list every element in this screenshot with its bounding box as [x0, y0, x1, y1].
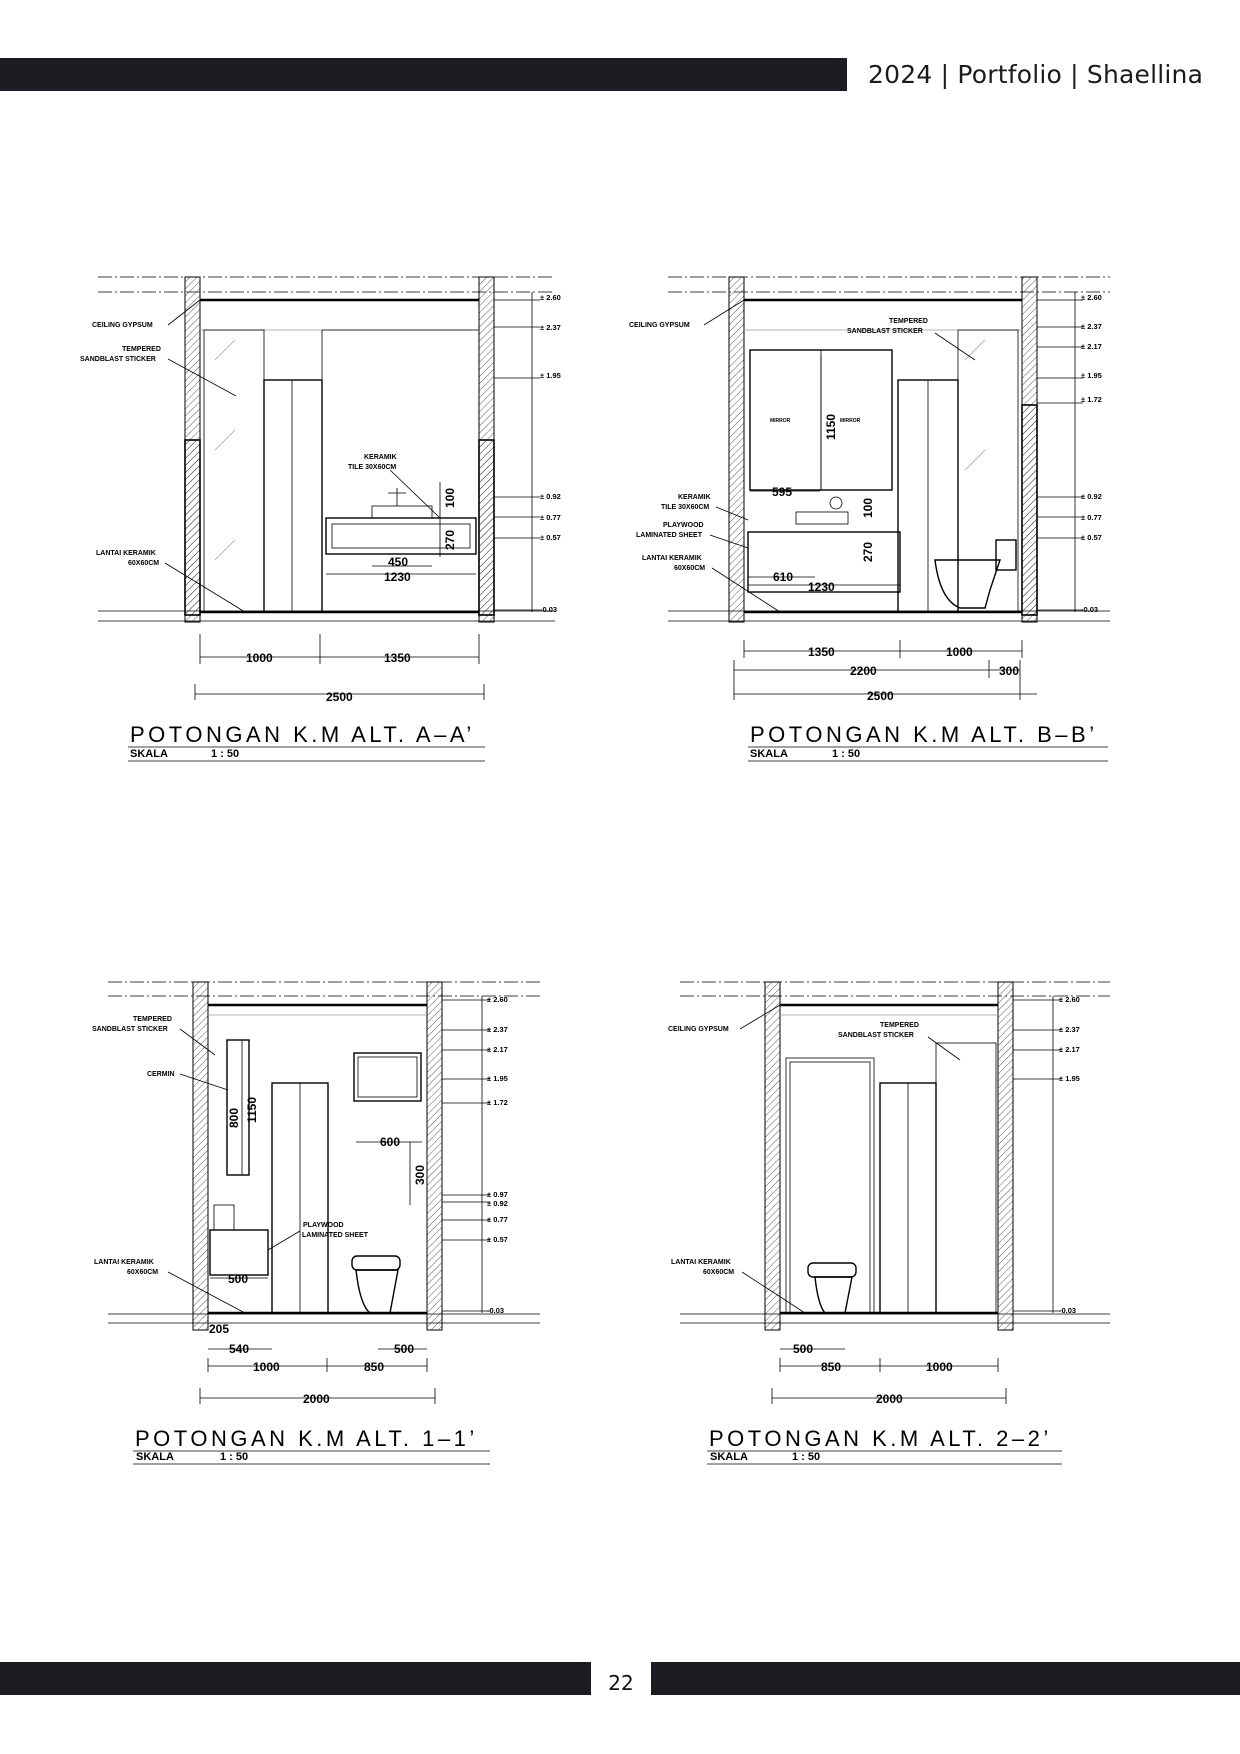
label-keramik-b-1: KERAMIK: [678, 494, 711, 501]
label-ceiling-b: CEILING GYPSUM: [629, 322, 690, 329]
scale-value-2: 1 : 50: [792, 1451, 821, 1463]
elevation-b-4: ± 1.95: [1081, 371, 1102, 380]
dim-b-10: 300: [999, 664, 1020, 678]
drawing-title-a: POTONGAN K.M ALT. A–A’: [130, 722, 475, 747]
elevation-1-4: ± 1.95: [487, 1074, 508, 1083]
dim-1-4: 300: [413, 1164, 427, 1185]
elevation-b-2: ± 2.37: [1081, 322, 1102, 331]
page-number: 22: [608, 1671, 634, 1695]
label-lantai-b-1: LANTAI KERAMIK: [642, 555, 702, 562]
elevation-1-10: -0.03: [487, 1306, 505, 1315]
elevation-b-3: ± 2.17: [1081, 342, 1102, 351]
dim-1-1: 800: [227, 1107, 241, 1128]
elevation-1-1: ± 2.60: [487, 995, 508, 1004]
dim-b-8: 1000: [946, 645, 973, 659]
dim-b-1: 1150: [824, 413, 838, 440]
scale-value-a: 1 : 50: [211, 748, 240, 760]
label-keramik-a-1: KERAMIK: [364, 454, 397, 461]
elevation-a-2: ± 2.37: [540, 323, 561, 332]
elevation-b-7: ± 0.77: [1081, 513, 1102, 522]
dim-1-11: 2000: [303, 1392, 330, 1406]
elevation-a-6: ± 0.57: [540, 533, 561, 542]
dim-b-6: 1230: [808, 580, 835, 594]
dim-a-7: 2500: [326, 690, 353, 704]
elevation-a-1: ± 2.60: [540, 293, 561, 302]
elevation-1-5: ± 1.72: [487, 1098, 508, 1107]
label-tempered-2-1: TEMPERED: [880, 1022, 919, 1029]
drawing-title-b: POTONGAN K.M ALT. B–B’: [750, 722, 1098, 747]
elevation-1-9: ± 0.57: [487, 1235, 508, 1244]
elevation-b-1: ± 2.60: [1081, 293, 1102, 302]
drawing-title-2: POTONGAN K.M ALT. 2–2’: [709, 1426, 1052, 1451]
dim-1-5: 500: [228, 1272, 249, 1286]
dim-2-2: 850: [821, 1360, 842, 1374]
label-cermin-1: CERMIN: [147, 1071, 175, 1078]
dim-a-4: 1230: [384, 570, 411, 584]
elevation-a-5: ± 0.77: [540, 513, 561, 522]
label-lantai-2-1: LANTAI KERAMIK: [671, 1259, 731, 1266]
elevation-1-8: ± 0.77: [487, 1215, 508, 1224]
dim-2-4: 2000: [876, 1392, 903, 1406]
label-lantai-a-1: LANTAI KERAMIK: [96, 550, 156, 557]
elevation-1-3: ± 2.17: [487, 1045, 508, 1054]
elevation-1-6: ± 0.97: [487, 1190, 508, 1199]
dim-b-11: 2500: [867, 689, 894, 703]
label-lantai-2-2: 60X60CM: [703, 1269, 735, 1276]
label-ceiling-2: CEILING GYPSUM: [668, 1026, 729, 1033]
elevation-b-5: ± 1.72: [1081, 395, 1102, 404]
elevation-1-7: ± 0.92: [487, 1199, 508, 1208]
label-tempered-b-2: SANDBLAST STICKER: [847, 328, 923, 335]
dim-2-1: 500: [793, 1342, 814, 1356]
elevation-a-4: ± 0.92: [540, 492, 561, 501]
dim-a-6: 1350: [384, 651, 411, 665]
dim-2-3: 1000: [926, 1360, 953, 1374]
dim-1-6: 205: [209, 1322, 230, 1336]
elevation-2-5: -0.03: [1059, 1306, 1077, 1315]
label-tempered-a-2: SANDBLAST STICKER: [80, 356, 156, 363]
elevation-b-9: -0.03: [1081, 605, 1099, 614]
elevation-a-3: ± 1.95: [540, 371, 561, 380]
elevation-b-8: ± 0.57: [1081, 533, 1102, 542]
header-title: 2024 | Portfolio | Shaellina: [868, 60, 1204, 89]
dim-1-10: 850: [364, 1360, 385, 1374]
label-tempered-a-1: TEMPERED: [122, 346, 161, 353]
dim-1-3: 600: [380, 1135, 401, 1149]
label-playwood-1-1: PLAYWOOD: [303, 1222, 344, 1229]
dim-a-1: 100: [443, 487, 457, 508]
label-mirror-b-2: MIRROR: [840, 418, 861, 424]
elevation-2-3: ± 2.17: [1059, 1045, 1080, 1054]
label-keramik-b-2: TILE 30X60CM: [661, 504, 710, 511]
drawing-title-1: POTONGAN K.M ALT. 1–1’: [135, 1426, 478, 1451]
footer-bar-left: [0, 1662, 591, 1695]
dim-1-9: 1000: [253, 1360, 280, 1374]
scale-label-1: SKALA: [136, 1451, 174, 1463]
elevation-2-2: ± 2.37: [1059, 1025, 1080, 1034]
label-tempered-2-2: SANDBLAST STICKER: [838, 1032, 914, 1039]
dim-1-2: 1150: [245, 1096, 259, 1123]
label-lantai-1-2: 60X60CM: [127, 1269, 159, 1276]
label-keramik-a-2: TILE 30X60CM: [348, 464, 397, 471]
label-ceiling-a: CEILING GYPSUM: [92, 322, 153, 329]
scale-value-1: 1 : 50: [220, 1451, 249, 1463]
elevation-2-1: ± 2.60: [1059, 995, 1080, 1004]
label-playwood-b-2: LAMINATED SHEET: [636, 532, 702, 539]
dim-b-7: 1350: [808, 645, 835, 659]
label-lantai-1-1: LANTAI KERAMIK: [94, 1259, 154, 1266]
elevation-2-4: ± 1.95: [1059, 1074, 1080, 1083]
label-mirror-b-1: MIRROR: [770, 418, 791, 424]
dim-1-8: 500: [394, 1342, 415, 1356]
scale-label-2: SKALA: [710, 1451, 748, 1463]
label-lantai-a-2: 60X60CM: [128, 560, 160, 567]
dim-a-5: 1000: [246, 651, 273, 665]
dim-1-7: 540: [229, 1342, 250, 1356]
label-tempered-b-1: TEMPERED: [889, 318, 928, 325]
dim-a-3: 450: [388, 555, 409, 569]
dim-b-5: 610: [773, 570, 794, 584]
dim-a-2: 270: [443, 529, 457, 550]
dim-b-3: 100: [861, 497, 875, 518]
elevation-b-6: ± 0.92: [1081, 492, 1102, 501]
elevation-1-2: ± 2.37: [487, 1025, 508, 1034]
label-playwood-b-1: PLAYWOOD: [663, 522, 704, 529]
label-lantai-b-2: 60X60CM: [674, 565, 706, 572]
label-tempered-1-2: SANDBLAST STICKER: [92, 1026, 168, 1033]
label-tempered-1-1: TEMPERED: [133, 1016, 172, 1023]
scale-label-b: SKALA: [750, 748, 788, 760]
scale-label-a: SKALA: [130, 748, 168, 760]
elevation-a-7: -0.03: [540, 605, 558, 614]
footer-bar-right: [651, 1662, 1240, 1695]
label-playwood-1-2: LAMINATED SHEET: [302, 1232, 368, 1239]
scale-value-b: 1 : 50: [832, 748, 861, 760]
dim-b-4: 270: [861, 541, 875, 562]
dim-b-2: 595: [772, 485, 793, 499]
dim-b-9: 2200: [850, 664, 877, 678]
